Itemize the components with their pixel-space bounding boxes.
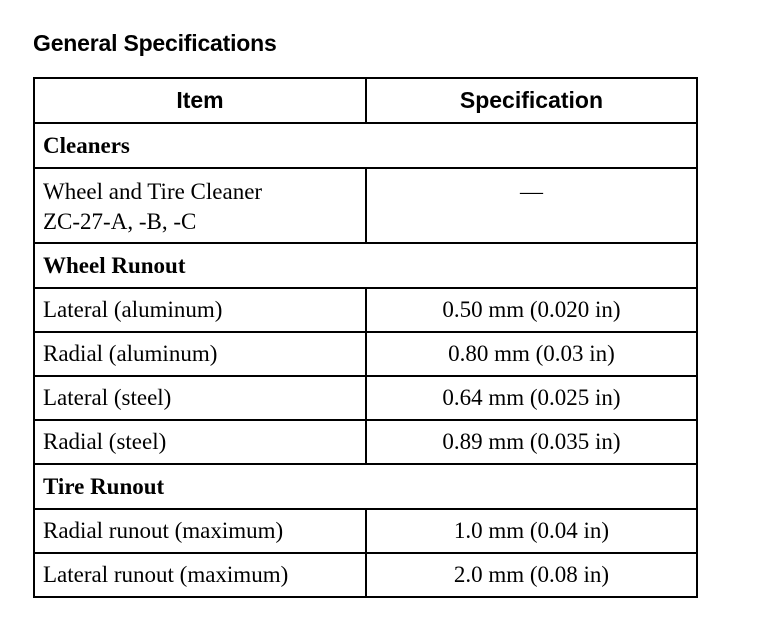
table-row [34, 420, 697, 464]
table-row [34, 288, 697, 332]
spec-cell: 2.0 mm (0.08 in) [366, 553, 697, 597]
table-row [34, 168, 697, 243]
section-row-cleaners [34, 123, 697, 168]
specifications-table [33, 77, 698, 598]
item-cell: Radial (steel) [34, 420, 366, 464]
spec-cell: 0.80 mm (0.03 in) [366, 332, 697, 376]
column-header-specification: Specification [366, 78, 697, 123]
item-cell: Radial runout (maximum) [34, 509, 366, 553]
table-row [34, 553, 697, 597]
item-cell: Radial (aluminum) [34, 332, 366, 376]
spec-cell: 0.64 mm (0.025 in) [366, 376, 697, 420]
spec-cell: 0.89 mm (0.035 in) [366, 420, 697, 464]
table-row [34, 509, 697, 553]
item-cell [34, 168, 366, 243]
spec-cell: — [366, 168, 697, 243]
item-line: ZC-27-A, -B, -C [43, 209, 197, 234]
item-cell: Lateral (steel) [34, 376, 366, 420]
item-cell: Lateral (aluminum) [34, 288, 366, 332]
spec-cell: 0.50 mm (0.020 in) [366, 288, 697, 332]
table-row [34, 332, 697, 376]
item-line: Wheel and Tire Cleaner [43, 179, 263, 204]
section-row-tire-runout [34, 464, 697, 509]
section-row-wheel-runout [34, 243, 697, 288]
item-cell: Lateral runout (maximum) [34, 553, 366, 597]
column-header-item: Item [34, 78, 366, 123]
spec-cell: 1.0 mm (0.04 in) [366, 509, 697, 553]
section-label: Wheel Runout [34, 243, 697, 288]
table-header-row [34, 78, 697, 123]
section-label: Tire Runout [34, 464, 697, 509]
section-label: Cleaners [34, 123, 697, 168]
table-row [34, 376, 697, 420]
page-title: General Specifications [33, 30, 277, 56]
